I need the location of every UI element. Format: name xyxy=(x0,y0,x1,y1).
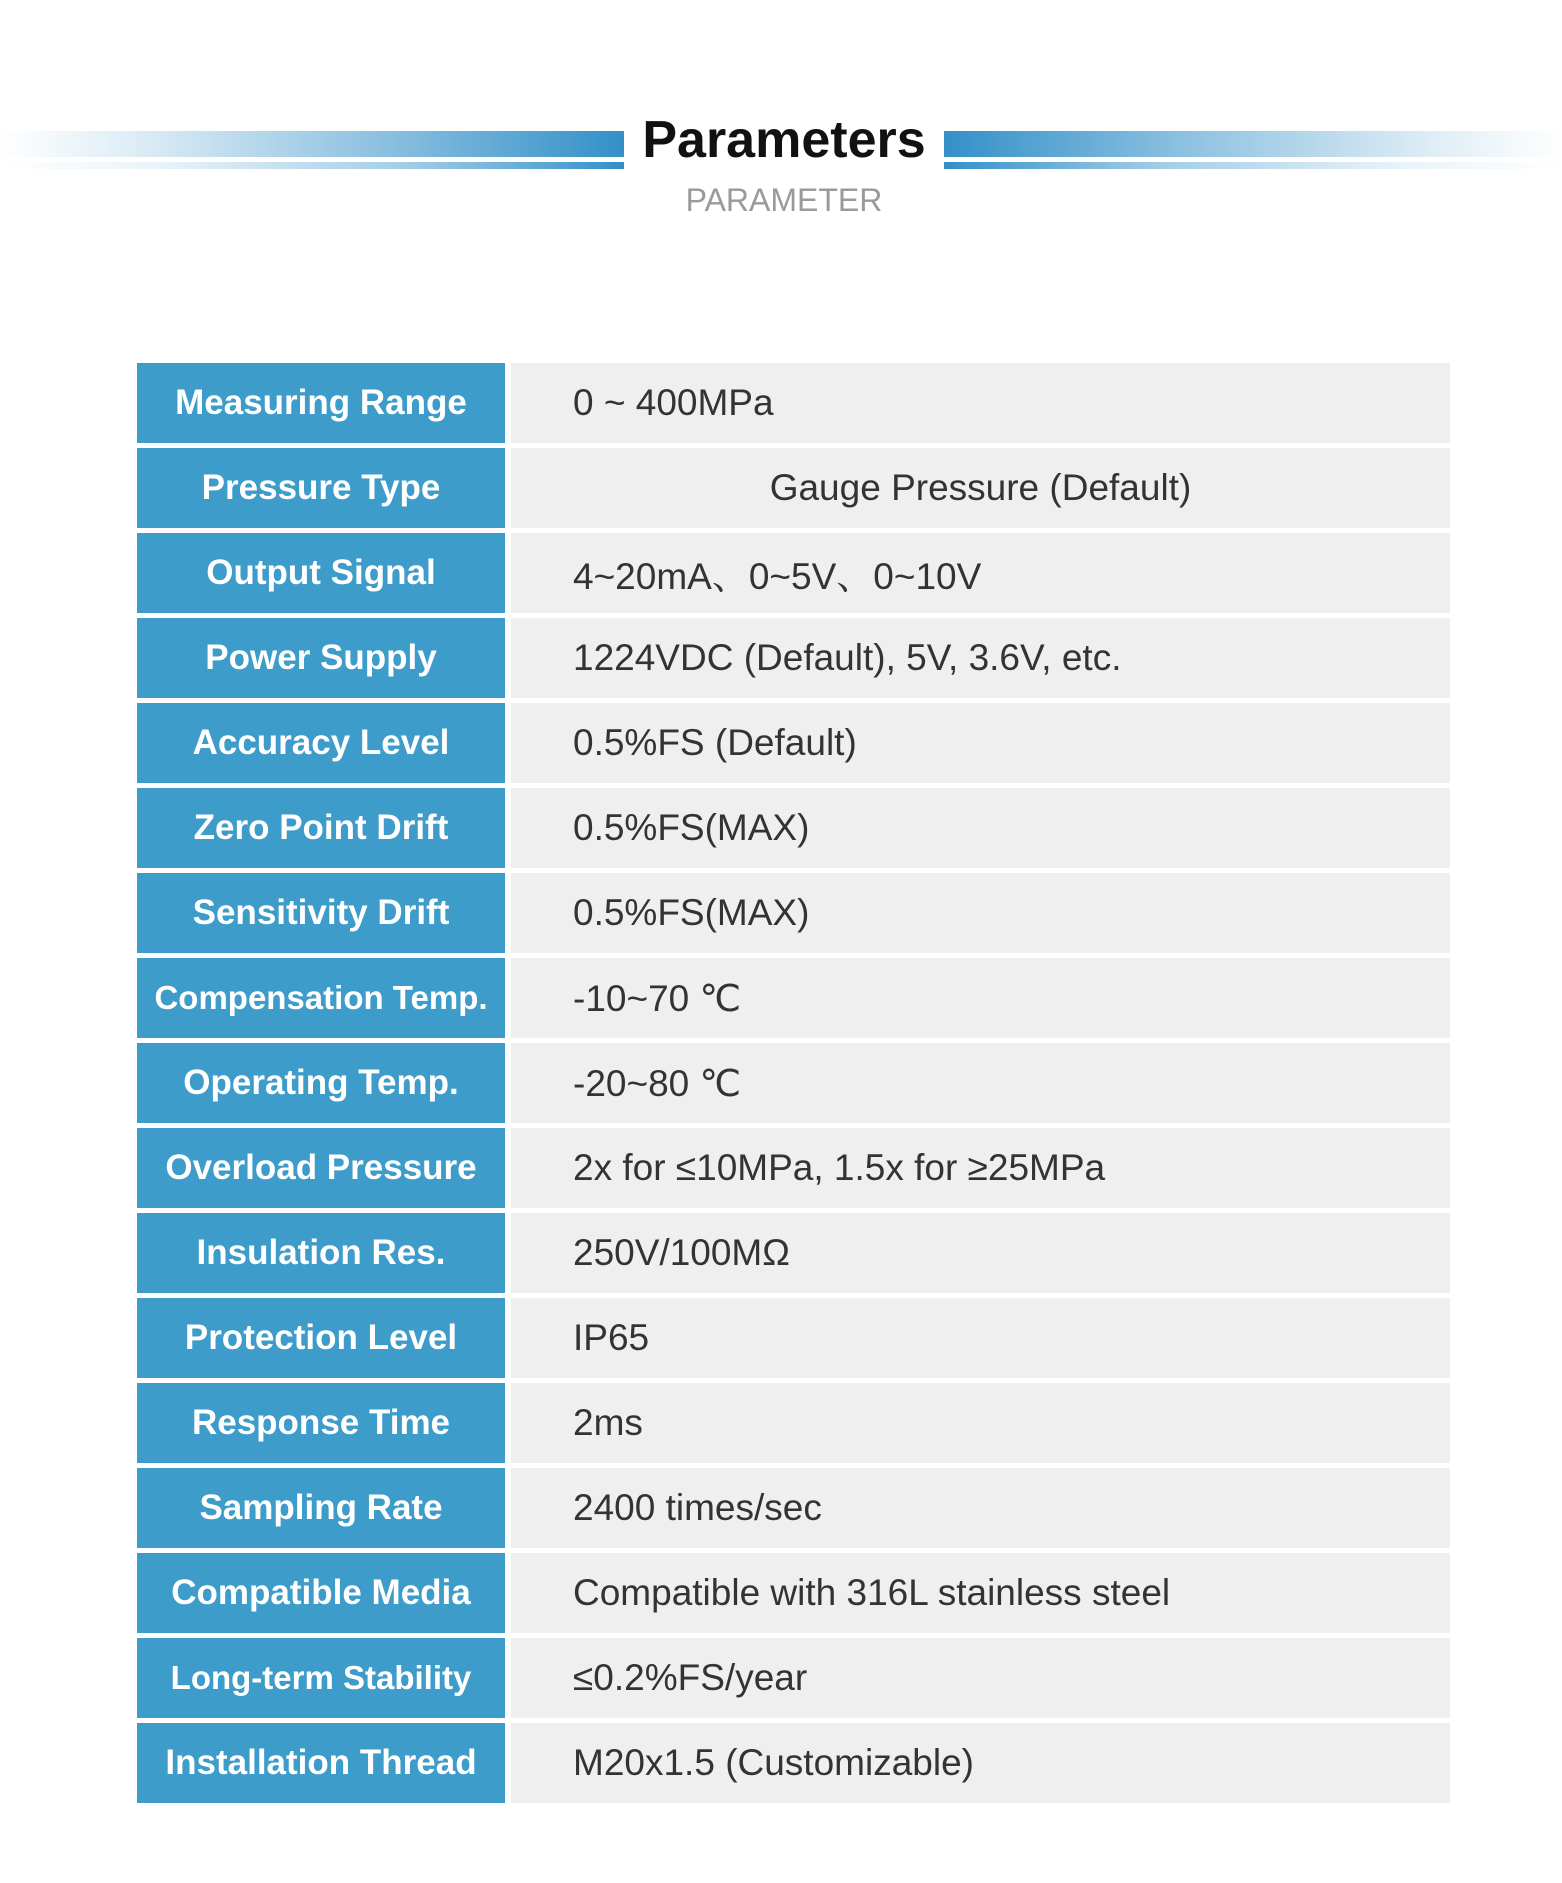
param-value: 0.5%FS (Default) xyxy=(511,703,1450,783)
param-label: Operating Temp. xyxy=(137,1043,505,1123)
table-row xyxy=(137,1553,1450,1633)
param-value: -10~70 ℃ xyxy=(511,958,1450,1038)
param-value: M20x1.5 (Customizable) xyxy=(511,1723,1450,1803)
param-label: Power Supply xyxy=(137,618,505,698)
param-label: Pressure Type xyxy=(137,448,505,528)
table-row xyxy=(137,703,1450,783)
table-row xyxy=(137,1043,1450,1123)
table-row xyxy=(137,533,1450,613)
param-value: 1224VDC (Default), 5V, 3.6V, etc. xyxy=(511,618,1450,698)
table-row xyxy=(137,1298,1450,1378)
table-row xyxy=(137,788,1450,868)
param-value: 0.5%FS(MAX) xyxy=(511,873,1450,953)
param-label: Sampling Rate xyxy=(137,1468,505,1548)
param-value: 2400 times/sec xyxy=(511,1468,1450,1548)
param-label: Protection Level xyxy=(137,1298,505,1378)
param-value: 2x for ≤10MPa, 1.5x for ≥25MPa xyxy=(511,1128,1450,1208)
table-row xyxy=(137,1128,1450,1208)
param-label: Compensation Temp. xyxy=(137,958,505,1038)
table-row xyxy=(137,1468,1450,1548)
param-label: Overload Pressure xyxy=(137,1128,505,1208)
table-row xyxy=(137,618,1450,698)
decorative-bar-right xyxy=(944,131,1562,169)
param-value: -20~80 ℃ xyxy=(511,1043,1450,1123)
table-row xyxy=(137,363,1450,443)
param-label: Accuracy Level xyxy=(137,703,505,783)
page-subtitle: PARAMETER xyxy=(685,182,883,218)
param-label: Insulation Res. xyxy=(137,1213,505,1293)
param-value: 0.5%FS(MAX) xyxy=(511,788,1450,868)
param-value: 4~20mA、0~5V、0~10V xyxy=(511,533,1450,613)
param-label: Zero Point Drift xyxy=(137,788,505,868)
decorative-bar-left xyxy=(0,131,624,169)
param-value: Compatible with 316L stainless steel xyxy=(511,1553,1450,1633)
param-value: 0 ~ 400MPa xyxy=(511,363,1450,443)
param-label: Sensitivity Drift xyxy=(137,873,505,953)
parameters-table xyxy=(137,363,1450,1808)
param-label: Output Signal xyxy=(137,533,505,613)
param-label: Response Time xyxy=(137,1383,505,1463)
table-row xyxy=(137,1213,1450,1293)
table-row xyxy=(137,1638,1450,1718)
table-row xyxy=(137,958,1450,1038)
param-label: Measuring Range xyxy=(137,363,505,443)
param-label: Compatible Media xyxy=(137,1553,505,1633)
section-header xyxy=(0,0,1562,240)
param-value: IP65 xyxy=(511,1298,1450,1378)
param-value: 250V/100MΩ xyxy=(511,1213,1450,1293)
param-value: Gauge Pressure (Default) xyxy=(511,448,1450,528)
table-row xyxy=(137,1723,1450,1803)
table-row xyxy=(137,448,1450,528)
param-value: ≤0.2%FS/year xyxy=(511,1638,1450,1718)
param-value: 2ms xyxy=(511,1383,1450,1463)
page-title: Parameters xyxy=(642,111,926,169)
param-label: Installation Thread xyxy=(137,1723,505,1803)
table-row xyxy=(137,1383,1450,1463)
param-label: Long-term Stability xyxy=(137,1638,505,1718)
table-row xyxy=(137,873,1450,953)
